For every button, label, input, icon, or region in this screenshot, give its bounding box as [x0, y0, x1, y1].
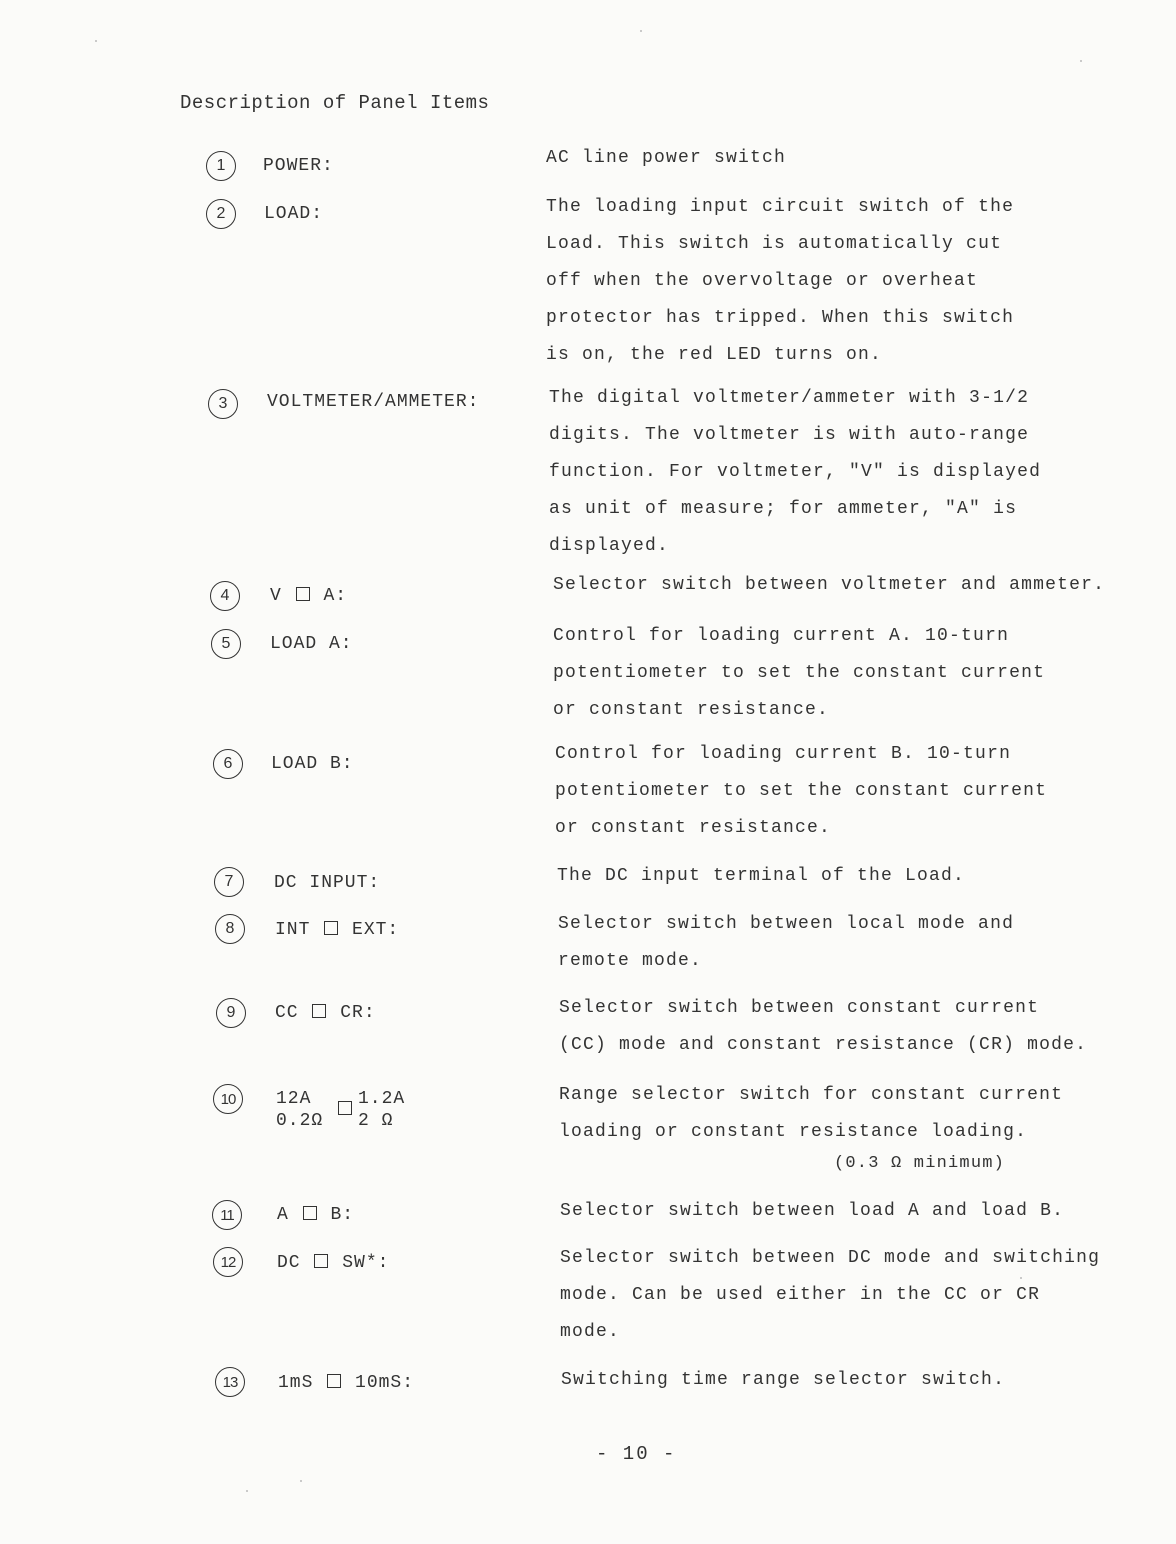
range-current-high: 12A — [276, 1089, 312, 1109]
description-line: potentiometer to set the constant current — [555, 781, 1048, 801]
label-right: A: — [323, 586, 348, 606]
description-line: as unit of measure; for ammeter, "A" is — [549, 499, 1018, 519]
description-line: or constant resistance. — [555, 818, 832, 838]
item-label — [278, 1371, 414, 1395]
item-number-circle: 9 — [216, 998, 246, 1028]
item-label: LOAD A: — [270, 634, 353, 654]
label-left: DC — [277, 1253, 301, 1273]
label-left: 1mS — [278, 1373, 314, 1393]
description-line: The loading input circuit switch of the — [546, 197, 1015, 217]
item-label — [275, 918, 399, 942]
description-line: or constant resistance. — [553, 700, 830, 720]
switch-box-icon — [338, 1101, 352, 1115]
description-line: (CC) mode and constant resistance (CR) mode. — [559, 1035, 1088, 1055]
item-number-circle: 4 — [210, 581, 240, 611]
scan-speck — [1080, 60, 1082, 62]
scan-speck — [1020, 1277, 1022, 1279]
item-description — [546, 189, 1014, 374]
description-line: loading or constant resistance loading. — [559, 1122, 1028, 1142]
description-line: Selector switch between load A and load B. — [560, 1201, 1065, 1221]
switch-box-icon — [324, 921, 338, 935]
switch-box-icon — [303, 1206, 317, 1220]
item-label: LOAD: — [264, 204, 324, 224]
item-description — [559, 1077, 1063, 1151]
switch-box-icon — [327, 1374, 341, 1388]
range-current-low: 1.2A — [358, 1089, 406, 1109]
description-line: The digital voltmeter/ammeter with 3-1/2 — [549, 388, 1030, 408]
minimum-note: (0.3 Ω minimum) — [834, 1154, 1006, 1173]
description-line: is on, the red LED turns on. — [546, 345, 883, 365]
page-number: - 10 - — [596, 1443, 677, 1465]
switch-box-icon — [296, 587, 310, 601]
description-line: Selector switch between DC mode and switching — [560, 1248, 1101, 1268]
description-line: Load. This switch is automatically cut — [546, 234, 1003, 254]
item-label — [275, 1001, 376, 1025]
description-line: Switching time range selector switch. — [561, 1370, 1006, 1390]
item-description — [558, 906, 1014, 980]
label-left: INT — [275, 920, 311, 940]
scan-speck — [640, 30, 642, 32]
item-description — [553, 618, 1045, 729]
label-left: V — [270, 586, 282, 606]
label-right: 10mS: — [355, 1373, 415, 1393]
item-description — [555, 736, 1047, 847]
label-left: CC — [275, 1003, 299, 1023]
scan-speck — [300, 1480, 302, 1482]
item-number-circle: 11 — [212, 1200, 242, 1230]
description-line: Selector switch between constant current — [559, 998, 1040, 1018]
item-number-circle: 13 — [215, 1367, 245, 1397]
label-left: A — [277, 1205, 289, 1225]
description-line: mode. — [560, 1322, 621, 1342]
description-line: AC line power switch — [546, 148, 787, 168]
item-number-circle: 1 — [206, 151, 236, 181]
switch-box-icon — [312, 1004, 326, 1018]
item-label: POWER: — [263, 156, 334, 176]
description-line: Selector switch between voltmeter and ammeter. — [553, 575, 1106, 595]
item-description — [559, 990, 1087, 1064]
description-line: Range selector switch for constant current — [559, 1085, 1064, 1105]
label-right: B: — [330, 1205, 355, 1225]
description-line: potentiometer to set the constant current — [553, 663, 1046, 683]
item-description — [546, 140, 786, 177]
label-right: SW*: — [342, 1253, 390, 1273]
description-line: The DC input terminal of the Load. — [557, 866, 966, 886]
description-line: function. For voltmeter, "V" is displayed — [549, 462, 1042, 482]
scan-speck — [95, 40, 97, 42]
item-label — [277, 1251, 389, 1275]
description-line: remote mode. — [558, 951, 703, 971]
range-label-right — [358, 1088, 405, 1132]
item-number-circle: 2 — [206, 199, 236, 229]
range-resistance-high: 2 Ω — [358, 1111, 394, 1131]
description-line: displayed. — [549, 536, 670, 556]
item-description — [560, 1240, 1100, 1351]
description-line: Control for loading current A. 10-turn — [553, 626, 1010, 646]
item-number-circle: 3 — [208, 389, 238, 419]
range-label-left — [276, 1088, 323, 1132]
item-number-circle: 7 — [214, 867, 244, 897]
scan-speck — [246, 1490, 248, 1492]
label-right: CR: — [340, 1003, 376, 1023]
item-number-circle: 12 — [213, 1247, 243, 1277]
item-description — [549, 380, 1041, 565]
switch-box-icon — [314, 1254, 328, 1268]
item-label — [270, 584, 347, 608]
item-description — [553, 567, 1105, 604]
item-number-circle: 5 — [211, 629, 241, 659]
description-line: Selector switch between local mode and — [558, 914, 1015, 934]
item-label: VOLTMETER/AMMETER: — [267, 392, 480, 412]
item-description — [557, 858, 965, 895]
item-label — [277, 1203, 354, 1227]
section-heading: Description of Panel Items — [180, 92, 490, 114]
item-number-circle: 10 — [213, 1084, 243, 1114]
item-label: LOAD B: — [271, 754, 354, 774]
description-line: Control for loading current B. 10-turn — [555, 744, 1012, 764]
range-resistance-low: 0.2Ω — [276, 1111, 324, 1131]
description-line: mode. Can be used either in the CC or CR — [560, 1285, 1041, 1305]
item-label: DC INPUT: — [274, 873, 381, 893]
item-description — [560, 1193, 1064, 1230]
description-line: protector has tripped. When this switch — [546, 308, 1015, 328]
item-number-circle: 8 — [215, 914, 245, 944]
item-description — [561, 1362, 1005, 1399]
description-line: off when the overvoltage or overheat — [546, 271, 979, 291]
item-number-circle: 6 — [213, 749, 243, 779]
description-line: digits. The voltmeter is with auto-range — [549, 425, 1030, 445]
label-right: EXT: — [352, 920, 400, 940]
